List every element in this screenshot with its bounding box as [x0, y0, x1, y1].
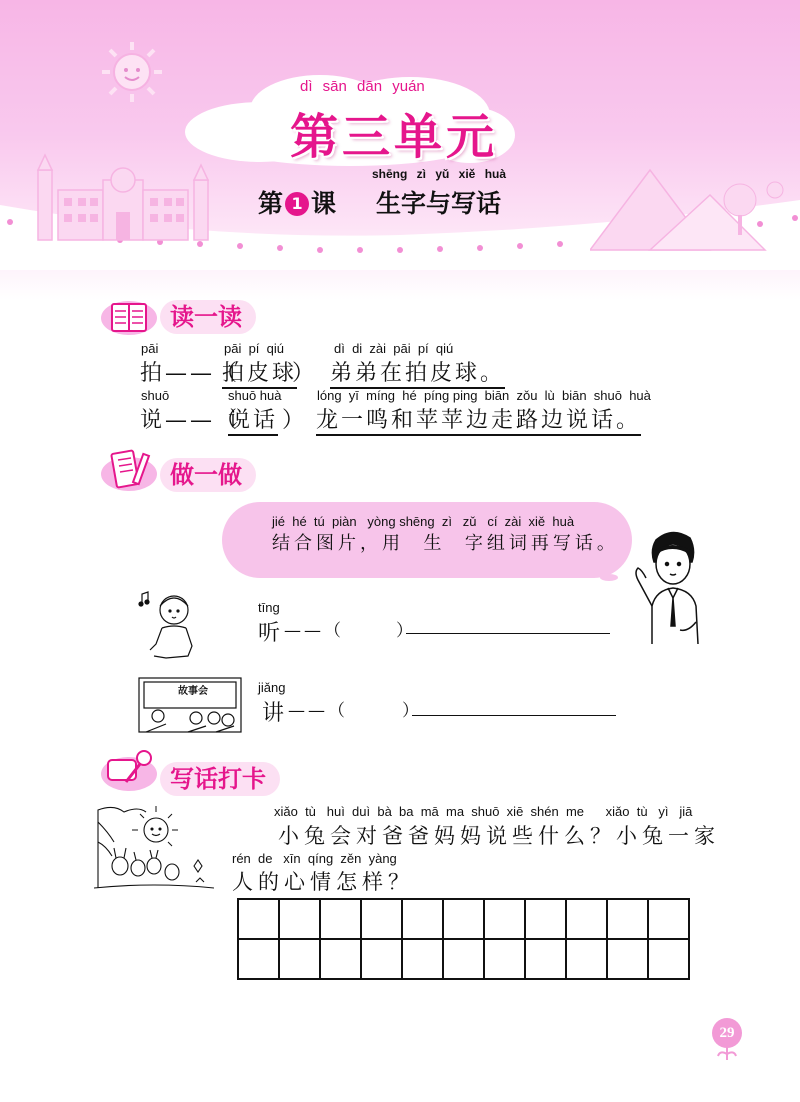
grid-cell[interactable]	[402, 939, 443, 979]
dash-bracket-2: ——（	[165, 408, 241, 433]
grid-cell[interactable]	[361, 899, 402, 939]
question-line2: 人的心情怎样？	[232, 870, 414, 894]
grid-cell[interactable]	[648, 899, 689, 939]
grid-cell[interactable]	[279, 939, 320, 979]
lesson-heading	[258, 184, 501, 220]
close-bracket-ting: ）	[396, 621, 416, 641]
book-icon	[100, 298, 158, 336]
lesson-title-pinyin: shēng zì yǔ xiě huà	[372, 167, 507, 181]
word-pai-pi-qiu: 拍皮球	[222, 356, 297, 389]
close-bracket-2: ）	[282, 408, 308, 433]
char-ting: 听	[258, 621, 284, 646]
rabbit-family-icon	[94, 802, 214, 892]
char-jiang: 讲	[262, 701, 288, 726]
dash-bracket-1: ——（	[165, 361, 241, 386]
grid-row	[238, 899, 689, 939]
lesson-suffix: 课	[311, 189, 337, 218]
sentence-2: 龙一鸣和苹苹边走路边说话。	[316, 403, 641, 436]
grid-cell[interactable]	[607, 899, 648, 939]
lesson-number-badge: 1	[285, 192, 309, 216]
pinyin-shuo-hua: shuō huà	[228, 388, 282, 403]
char-pai: 拍	[140, 361, 166, 386]
grid-cell[interactable]	[607, 939, 648, 979]
grid-cell[interactable]	[402, 899, 443, 939]
mountain-landscape-icon	[590, 160, 800, 255]
school-building-icon	[28, 150, 218, 250]
grid-cell[interactable]	[320, 899, 361, 939]
grid-cell[interactable]	[320, 939, 361, 979]
close-bracket-jiang: ）	[402, 701, 422, 721]
grid-cell[interactable]	[443, 939, 484, 979]
pinyin-jiang: jiǎng	[258, 680, 286, 695]
char-shuo: 说	[140, 408, 166, 433]
question-line1: 小兔会对爸爸妈妈说些什么？小兔一家	[278, 824, 720, 848]
bubble-tail	[560, 565, 600, 577]
bubble-tail-small	[600, 574, 618, 581]
section-write-title: 写话打卡	[160, 762, 280, 796]
grid-cell[interactable]	[525, 939, 566, 979]
notebook-pencil-icon	[100, 446, 158, 494]
lesson-prefix: 第	[258, 189, 284, 218]
page-number-leaf-icon	[716, 1044, 738, 1062]
page-number: 29	[712, 1018, 742, 1048]
microphone-icon	[100, 748, 158, 794]
unit-title: 第三单元	[290, 109, 499, 165]
answer-line-jiang[interactable]	[412, 715, 616, 716]
pinyin-pai: pāi	[141, 341, 159, 356]
pinyin-pai-pi-qiu: pāi pí qiú	[224, 341, 284, 356]
dash-bracket-jiang: ——（	[288, 701, 348, 721]
pinyin-sentence-1: dì di zài pāi pí qiú	[334, 341, 454, 356]
pinyin-question-line2: rén de xīn qíng zěn yàng	[232, 851, 397, 866]
grid-cell[interactable]	[484, 899, 525, 939]
grid-row	[238, 939, 689, 979]
grid-cell[interactable]	[279, 899, 320, 939]
pinyin-question-line1: xiǎo tù huì duì bà ba mā ma shuō xiē shén me xiǎo tù yì jiā	[274, 804, 693, 819]
instruction-text: 结合图片，用 生 字组词再写话。	[272, 533, 619, 554]
story-sign: 故事会	[178, 686, 208, 697]
sentence-1: 弟弟在拍皮球。	[330, 356, 505, 389]
writing-grid[interactable]	[237, 898, 690, 980]
grid-cell[interactable]	[525, 899, 566, 939]
section-read-title: 读一读	[160, 300, 256, 334]
pinyin-ting: tīng	[258, 600, 280, 615]
sun-icon	[100, 40, 164, 104]
pinyin-sentence-2: lóng yī míng hé píng ping biān zǒu lù biān shuō huà	[317, 388, 651, 403]
teacher-icon	[628, 526, 712, 644]
grid-cell[interactable]	[443, 899, 484, 939]
grid-cell[interactable]	[238, 899, 279, 939]
unit-title-pinyin: dì sān dān yuán	[300, 78, 425, 95]
dash-bracket-ting: ——（	[284, 621, 344, 641]
section-do-title: 做一做	[160, 458, 256, 492]
word-shuo-hua: 说话	[228, 403, 278, 436]
grid-cell[interactable]	[566, 939, 607, 979]
instruction-pinyin: jié hé tú piàn yòng shēng zì zǔ cí zài xiě huà	[272, 514, 575, 529]
close-bracket-1: ）	[292, 361, 318, 386]
answer-line-ting[interactable]	[406, 633, 610, 634]
grid-cell[interactable]	[648, 939, 689, 979]
pinyin-shuo: shuō	[141, 388, 170, 403]
lesson-title: 生字与写话	[376, 189, 502, 218]
grid-cell[interactable]	[484, 939, 525, 979]
grid-cell[interactable]	[238, 939, 279, 979]
grid-cell[interactable]	[566, 899, 607, 939]
grid-cell[interactable]	[361, 939, 402, 979]
listening-girl-icon	[136, 584, 200, 664]
